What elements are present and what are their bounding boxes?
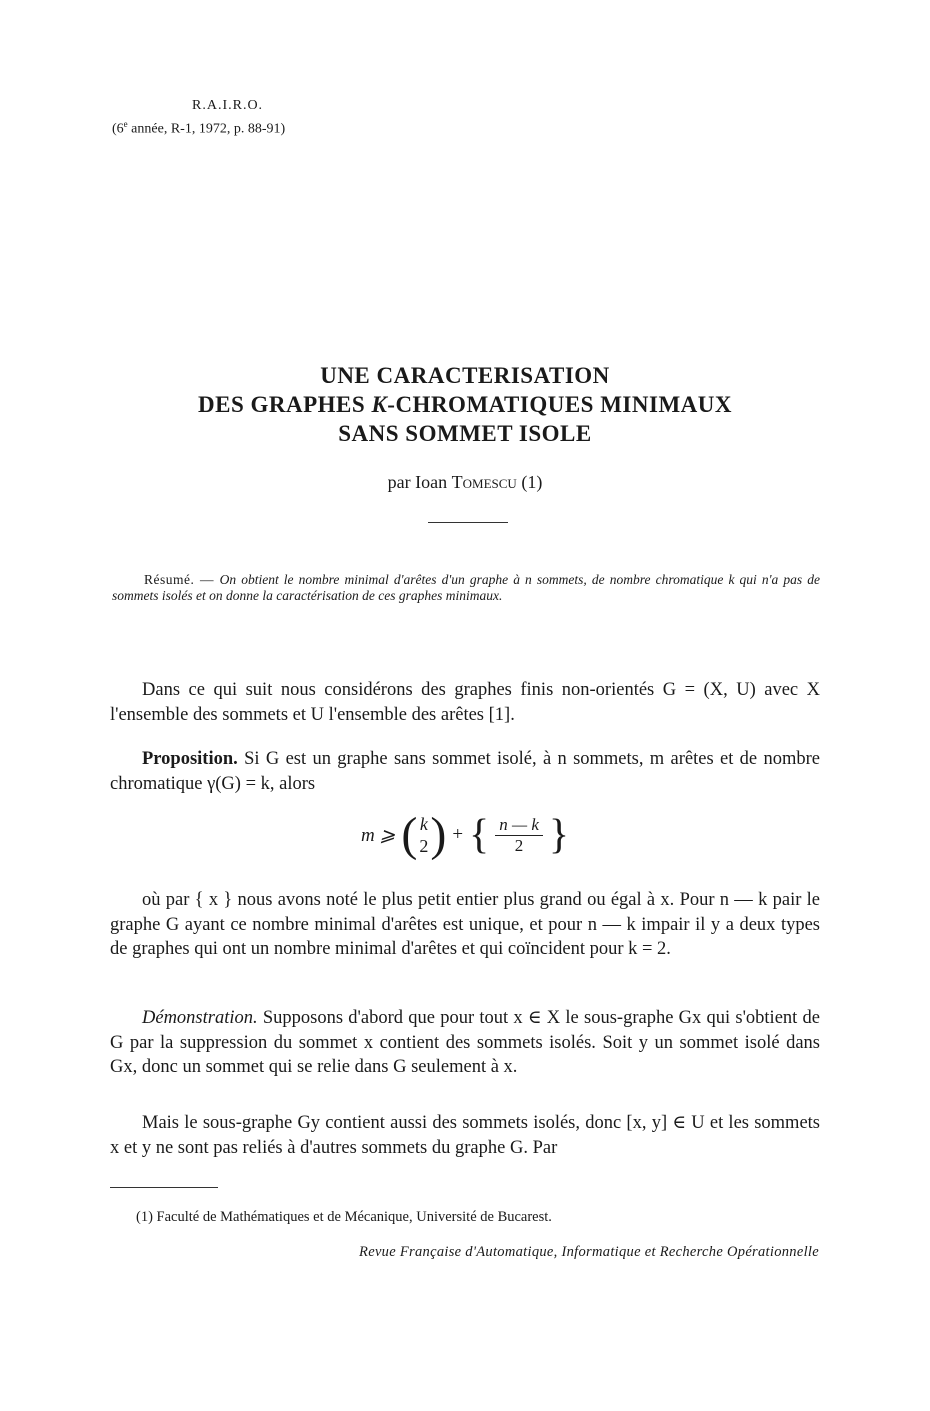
- title-line-2-post: -CHROMATIQUES MINIMAUX: [387, 392, 732, 417]
- ceiling-right-brace: }: [548, 812, 570, 858]
- fraction-denominator: 2: [514, 835, 524, 855]
- journal-edition: [112, 115, 285, 139]
- author-footnote-ref: (1): [516, 472, 543, 492]
- paragraph-5: Mais le sous-graphe Gy contient aussi des sommets isolés, donc [x, y] ∈ U et les sommets x et y ne sont pas reliés à d'autres sommets du graphe G. Par: [110, 1113, 820, 1158]
- title-rule: [428, 522, 508, 523]
- binomial: [401, 808, 447, 861]
- abstract-text: On obtient le nombre minimal d'arêtes d'un graphe à n sommets, de nombre chromatique k qui n'a pas de sommets isolés et on donne la caractérisation de ces graphes minimaux.: [112, 572, 820, 603]
- binomial-right-paren: ): [430, 808, 447, 861]
- title-line-1: UNE CARACTERISATION: [320, 363, 610, 388]
- title-line-2-k: K: [371, 392, 388, 417]
- title-line-3: SANS SOMMET ISOLE: [338, 421, 592, 446]
- binomial-left-paren: (: [401, 808, 418, 861]
- footnote-rule: [110, 1187, 218, 1188]
- author-line: [0, 472, 930, 493]
- author-by: par Ioan: [387, 472, 452, 492]
- binomial-bottom: 2: [419, 836, 429, 856]
- binomial-top: k: [419, 814, 428, 834]
- paragraph-proposition: [110, 747, 820, 796]
- title-line-2-pre: DES GRAPHES: [198, 392, 372, 417]
- fraction: [489, 815, 549, 856]
- proposition-text: Si G est un graphe sans sommet isolé, à n sommets, m arêtes et de nombre chromatique γ(G) = k, alors: [110, 749, 820, 794]
- journal-name: R.A.I.R.O.: [192, 98, 264, 113]
- footnote: (1) Faculté de Mathématiques et de Mécanique, Université de Bucarest.: [136, 1209, 552, 1225]
- edition-pre: (6: [112, 121, 124, 137]
- journal-header: [112, 96, 285, 139]
- author-surname: Tomescu: [451, 472, 517, 492]
- proposition-label: Proposition.: [142, 749, 238, 769]
- demonstration-text: Supposons d'abord que pour tout x ∈ X le sous-graphe Gx qui s'obtient de G par la suppression du sommet x contient des sommets isolés. Soit y un sommet isolé dans Gx, donc un sommet qui se relie dans G seulement à x.: [110, 1008, 820, 1077]
- paragraph-demonstration: [110, 1006, 820, 1080]
- ceiling-fraction: [469, 814, 569, 856]
- demonstration-label: Démonstration.: [142, 1008, 258, 1028]
- inequality-formula: [0, 805, 930, 865]
- formula-lhs: m ⩾: [360, 824, 396, 846]
- formula-plus: +: [452, 824, 464, 845]
- abstract: [112, 572, 820, 604]
- paragraph-1: Dans ce qui suit nous considérons des graphes finis non-orientés G = (X, U) avec X l'ensemble des sommets et U l'ensemble des arêtes [1].: [110, 680, 820, 725]
- journal-footer: Revue Française d'Automatique, Informatique et Recherche Opérationnelle: [359, 1244, 819, 1260]
- fraction-numerator: n — k: [495, 815, 543, 836]
- paper-title: [0, 361, 930, 448]
- edition-sup: e: [123, 119, 128, 129]
- title-line-2: [0, 390, 930, 419]
- edition-rest: année, R-1, 1972, p. 88-91): [127, 121, 286, 137]
- ceiling-left-brace: {: [469, 812, 490, 858]
- binomial-stack: [417, 813, 430, 857]
- paragraph-3: où par { x } nous avons noté le plus petit entier plus grand ou égal à x. Pour n — k pair le graphe G ayant ce nombre minimal d'arêtes est unique, et pour n — k impair il y a deux types de graphes qui ont un nombre minimal d'arêtes et qui coïncident pour k = 2.: [110, 890, 820, 959]
- abstract-label: Résumé. —: [144, 572, 220, 587]
